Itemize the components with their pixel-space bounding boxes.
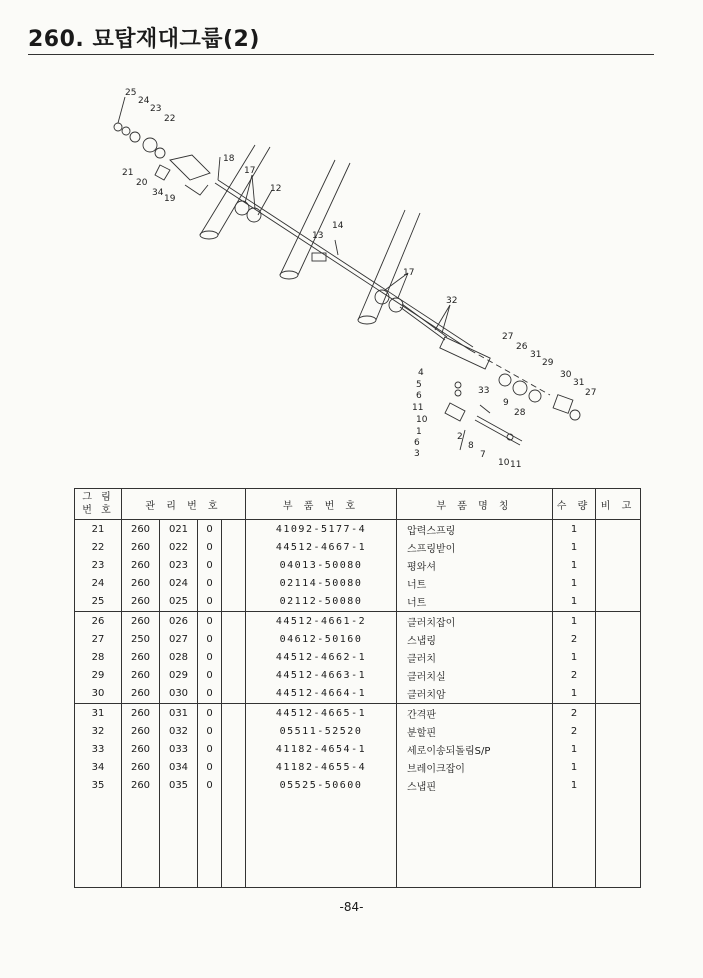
table-row <box>75 593 641 612</box>
table-cell: 1 <box>553 556 596 574</box>
diagram-callout-label: 11 <box>412 403 424 413</box>
table-cell: 02112-50080 <box>246 593 397 612</box>
table-cell <box>596 593 641 612</box>
table-cell: 브레이크잡이 <box>397 759 553 777</box>
table-cell: 1 <box>553 611 596 630</box>
table-row <box>75 648 641 666</box>
table-cell: 0 <box>198 722 222 740</box>
table-cell: 0 <box>198 759 222 777</box>
table-cell: 스프링받이 <box>397 538 553 556</box>
table-cell: 스냅링 <box>397 630 553 648</box>
header-fig-no: 그 림 번 호 <box>75 489 122 520</box>
table-cell: 260 <box>122 611 160 630</box>
table-cell: 0 <box>198 685 222 704</box>
table-cell: 05511-52520 <box>246 722 397 740</box>
diagram-callout-label: 31 <box>530 350 542 360</box>
table-cell: 1 <box>553 593 596 612</box>
table-cell: 0 <box>198 575 222 593</box>
table-cell <box>222 685 246 704</box>
table-cell: 41092-5177-4 <box>246 520 397 539</box>
table-cell: 44512-4665-1 <box>246 703 397 722</box>
table-cell <box>596 740 641 758</box>
diagram-callout-label: 9 <box>503 398 509 408</box>
header-remarks: 비 고 <box>596 489 641 520</box>
diagram-callout-label: 26 <box>516 342 528 352</box>
table-row <box>75 759 641 777</box>
table-cell <box>553 795 596 888</box>
table-cell <box>596 667 641 685</box>
diagram-callout-label: 27 <box>502 332 514 342</box>
table-cell: 260 <box>122 740 160 758</box>
table-cell: 260 <box>122 648 160 666</box>
table-cell: 세로이송되돌림S/P <box>397 740 553 758</box>
table-cell: 1 <box>553 575 596 593</box>
table-cell: 04612-50160 <box>246 630 397 648</box>
table-cell <box>596 630 641 648</box>
table-cell: 44512-4667-1 <box>246 538 397 556</box>
table-cell <box>596 703 641 722</box>
table-cell <box>596 520 641 539</box>
table-cell <box>596 685 641 704</box>
table-cell <box>222 538 246 556</box>
table-row <box>75 538 641 556</box>
table-cell: 0 <box>198 703 222 722</box>
table-cell: 0 <box>198 777 222 795</box>
table-cell: 250 <box>122 630 160 648</box>
table-cell: 클러치실 <box>397 667 553 685</box>
table-cell <box>222 575 246 593</box>
table-cell: 클러치잡이 <box>397 611 553 630</box>
table-cell <box>222 777 246 795</box>
table-cell: 260 <box>122 593 160 612</box>
table-cell: 너트 <box>397 575 553 593</box>
header-qty: 수 량 <box>553 489 596 520</box>
diagram-callout-label: 2 <box>457 432 463 442</box>
table-cell: 21 <box>75 520 122 539</box>
table-cell: 1 <box>553 685 596 704</box>
table-cell: 25 <box>75 593 122 612</box>
table-cell: 44512-4661-2 <box>246 611 397 630</box>
diagram-callout-label: 30 <box>560 370 572 380</box>
table-cell: 02114-50080 <box>246 575 397 593</box>
table-cell: 260 <box>122 722 160 740</box>
table-cell: 2 <box>553 630 596 648</box>
table-cell <box>222 630 246 648</box>
table-row <box>75 667 641 685</box>
diagram-callout-label: 12 <box>270 184 282 194</box>
table-cell: 026 <box>160 611 198 630</box>
table-cell: 0 <box>198 740 222 758</box>
table-row <box>75 630 641 648</box>
table-cell: 260 <box>122 556 160 574</box>
table-cell: 압력스프링 <box>397 520 553 539</box>
table-cell: 간격판 <box>397 703 553 722</box>
table-cell: 023 <box>160 556 198 574</box>
diagram-callout-label: 7 <box>480 450 486 460</box>
diagram-callout-label: 25 <box>125 88 137 98</box>
table-cell: 260 <box>122 520 160 539</box>
table-cell: 029 <box>160 667 198 685</box>
diagram-callout-label: 33 <box>478 386 490 396</box>
table-cell: 0 <box>198 667 222 685</box>
page-number: -84- <box>339 900 364 914</box>
diagram-callout-label: 11 <box>510 460 522 470</box>
table-cell: 분할핀 <box>397 722 553 740</box>
table-cell: 평와셔 <box>397 556 553 574</box>
table-row <box>75 777 641 795</box>
table-cell: 04013-50080 <box>246 556 397 574</box>
table-cell <box>222 556 246 574</box>
table-cell <box>222 648 246 666</box>
table-cell: 1 <box>553 759 596 777</box>
table-cell: 260 <box>122 538 160 556</box>
table-cell: 031 <box>160 703 198 722</box>
header-part-no: 부 품 번 호 <box>246 489 397 520</box>
table-cell: 너트 <box>397 593 553 612</box>
table-cell: 41182-4654-1 <box>246 740 397 758</box>
table-cell: 30 <box>75 685 122 704</box>
diagram-callout-label: 10 <box>498 458 510 468</box>
diagram-callout-label: 14 <box>332 221 344 231</box>
table-cell: 34 <box>75 759 122 777</box>
table-cell <box>198 795 222 888</box>
table-cell: 260 <box>122 703 160 722</box>
diagram-callout-label: 1 <box>416 427 422 437</box>
table-cell: 28 <box>75 648 122 666</box>
table-cell <box>596 611 641 630</box>
table-cell: 260 <box>122 685 160 704</box>
page-title: 260. 묘탑재대그룹(2) <box>28 27 260 52</box>
table-cell: 1 <box>553 648 596 666</box>
table-cell <box>596 575 641 593</box>
table-cell: 032 <box>160 722 198 740</box>
diagram-callout-label: 17 <box>403 268 415 278</box>
table-cell: 035 <box>160 777 198 795</box>
table-cell: 260 <box>122 777 160 795</box>
parts-table <box>74 488 641 888</box>
table-cell <box>222 593 246 612</box>
diagram-callout-label: 20 <box>136 178 148 188</box>
table-cell <box>596 556 641 574</box>
table-cell: 23 <box>75 556 122 574</box>
table-cell: 260 <box>122 575 160 593</box>
table-cell: 1 <box>553 538 596 556</box>
diagram-callout-label: 24 <box>138 96 150 106</box>
table-cell <box>222 667 246 685</box>
table-cell <box>222 703 246 722</box>
table-cell: 44512-4662-1 <box>246 648 397 666</box>
diagram-callout-label: 32 <box>446 296 458 306</box>
table-cell: 26 <box>75 611 122 630</box>
table-cell: 2 <box>553 722 596 740</box>
table-cell: 0 <box>198 593 222 612</box>
table-cell <box>246 795 397 888</box>
diagram-callout-label: 28 <box>514 408 526 418</box>
diagram-callout-label: 18 <box>223 154 235 164</box>
table-cell <box>397 795 553 888</box>
table-cell <box>596 722 641 740</box>
table-cell: 030 <box>160 685 198 704</box>
table-cell: 021 <box>160 520 198 539</box>
table-cell: 29 <box>75 667 122 685</box>
table-header-row <box>75 489 641 520</box>
diagram-callout-label: 29 <box>542 358 554 368</box>
table-row <box>75 575 641 593</box>
table-cell <box>222 759 246 777</box>
table-cell <box>596 795 641 888</box>
table-cell: 44512-4663-1 <box>246 667 397 685</box>
diagram-callout-label: 17 <box>244 166 256 176</box>
diagram-callout-label: 22 <box>164 114 176 124</box>
table-cell: 0 <box>198 520 222 539</box>
table-cell <box>596 777 641 795</box>
table-cell: 27 <box>75 630 122 648</box>
table-cell: 0 <box>198 648 222 666</box>
table-cell <box>75 795 122 888</box>
title-divider <box>28 54 654 55</box>
diagram-callout-label: 3 <box>414 449 420 459</box>
diagram-callout-label: 23 <box>150 104 162 114</box>
table-row <box>75 556 641 574</box>
table-cell: 31 <box>75 703 122 722</box>
table-row <box>75 703 641 722</box>
table-row-empty <box>75 795 641 888</box>
table-cell: 0 <box>198 630 222 648</box>
table-cell: 1 <box>553 740 596 758</box>
table-cell: 1 <box>553 520 596 539</box>
table-cell: 32 <box>75 722 122 740</box>
table-cell: 스냅핀 <box>397 777 553 795</box>
table-cell: 028 <box>160 648 198 666</box>
exploded-parts-diagram <box>80 85 640 480</box>
diagram-callout-label: 5 <box>416 380 422 390</box>
table-cell: 41182-4655-4 <box>246 759 397 777</box>
table-cell: 22 <box>75 538 122 556</box>
table-cell: 0 <box>198 611 222 630</box>
table-cell: 034 <box>160 759 198 777</box>
diagram-callout-label: 27 <box>585 388 597 398</box>
table-cell <box>222 795 246 888</box>
table-cell <box>596 648 641 666</box>
diagram-callout-label: 8 <box>468 441 474 451</box>
table-row <box>75 685 641 704</box>
table-row <box>75 520 641 539</box>
table-cell <box>222 722 246 740</box>
table-cell: 2 <box>553 703 596 722</box>
diagram-callout-label: 34 <box>152 188 164 198</box>
table-cell <box>596 538 641 556</box>
table-cell <box>160 795 198 888</box>
diagram-callout-label: 21 <box>122 168 134 178</box>
table-cell: 024 <box>160 575 198 593</box>
header-part-name: 부 품 명 칭 <box>397 489 553 520</box>
table-cell: 033 <box>160 740 198 758</box>
table-cell: 44512-4664-1 <box>246 685 397 704</box>
table-cell: 24 <box>75 575 122 593</box>
table-cell: 05525-50600 <box>246 777 397 795</box>
diagram-callout-label: 31 <box>573 378 585 388</box>
table-cell <box>122 795 160 888</box>
diagram-callout-label: 6 <box>414 438 420 448</box>
table-row <box>75 722 641 740</box>
diagram-callout-label: 6 <box>416 391 422 401</box>
diagram-callout-label: 10 <box>416 415 428 425</box>
table-cell: 0 <box>198 538 222 556</box>
table-row <box>75 740 641 758</box>
table-cell: 33 <box>75 740 122 758</box>
table-cell: 클러치 <box>397 648 553 666</box>
table-cell: 260 <box>122 667 160 685</box>
table-cell: 027 <box>160 630 198 648</box>
table-cell: 2 <box>553 667 596 685</box>
diagram-callout-label: 4 <box>418 368 424 378</box>
table-cell: 260 <box>122 759 160 777</box>
table-cell <box>596 759 641 777</box>
table-cell <box>222 740 246 758</box>
header-mgmt-no: 관 리 번 호 <box>122 489 246 520</box>
table-cell <box>222 611 246 630</box>
diagram-callout-label: 19 <box>164 194 176 204</box>
table-row <box>75 611 641 630</box>
table-cell <box>222 520 246 539</box>
diagram-callouts <box>122 88 596 470</box>
table-cell: 클러치암 <box>397 685 553 704</box>
table-cell: 1 <box>553 777 596 795</box>
table-cell: 025 <box>160 593 198 612</box>
table-cell: 022 <box>160 538 198 556</box>
table-cell: 0 <box>198 556 222 574</box>
table-cell: 35 <box>75 777 122 795</box>
diagram-callout-label: 13 <box>312 231 324 241</box>
